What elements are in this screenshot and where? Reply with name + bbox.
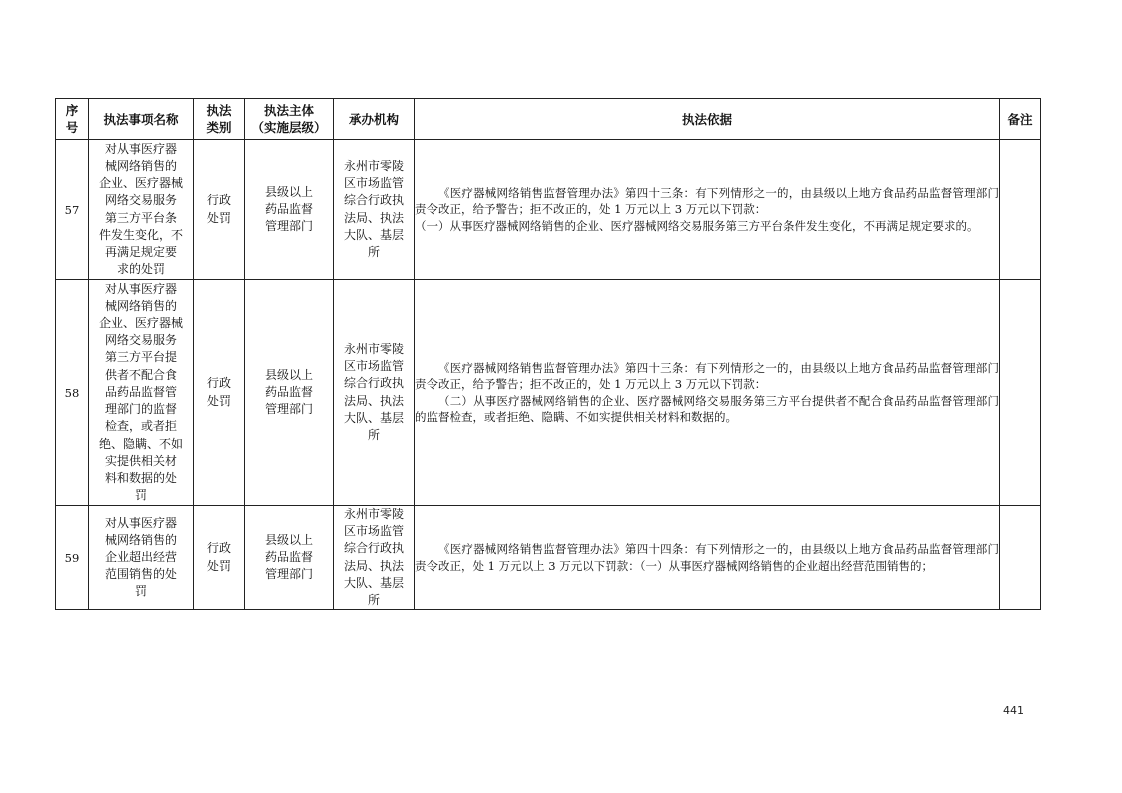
agency-cell	[334, 280, 415, 506]
category-cell	[194, 280, 245, 506]
basis-paragraph: 《医疗器械网络销售监督管理办法》第四十四条：有下列情形之一的，由县级以上地方食品药品监督管理部门责令改正，处 1 万元以上 3 万元以下罚款：（一）从事医疗器械网络销售的企业超出经营范围销售的；	[415, 542, 999, 573]
subject-cell-line: 县级以上	[264, 367, 313, 382]
basis-cell	[415, 280, 1000, 506]
table-row	[56, 280, 1041, 506]
subject-cell-line: 管理部门	[264, 219, 313, 234]
item-name-cell-line: 检查，或者拒	[104, 419, 177, 434]
subject-cell-line: 管理部门	[264, 402, 313, 417]
category-cell-line: 处罚	[206, 393, 231, 408]
header-basis-line: 执法依据	[681, 111, 732, 127]
category-cell	[194, 506, 245, 610]
item-name-cell-line: 对从事医疗器	[104, 141, 177, 156]
item-name-cell-line: 求的处罚	[116, 262, 165, 277]
agency-cell-line: 永州市零陵	[343, 158, 404, 173]
item-name-cell-line: 罚	[134, 584, 147, 599]
header-category-line: 执法	[206, 103, 232, 118]
item-name-cell-line: 实提供相关材	[104, 453, 177, 468]
item-name-cell-line: 范围销售的处	[104, 567, 177, 582]
agency-cell-line: 所	[367, 244, 380, 259]
table-body	[56, 140, 1041, 610]
remarks-cell	[1000, 140, 1041, 280]
agency-cell-line: 法局、执法	[343, 210, 404, 225]
item-name-cell-line: 械网络销售的	[104, 158, 177, 173]
basis-paragraph: （二）从事医疗器械网络销售的企业、医疗器械网络交易服务第三方平台提供者不配合食品药品监督管理部门的监督检查，或者拒绝、隐瞒、不如实提供相关材料和数据的。	[415, 393, 999, 424]
table-row	[56, 140, 1041, 280]
header-remarks	[1000, 99, 1041, 140]
item-name-cell-line: 网络交易服务	[104, 193, 177, 208]
subject-cell	[245, 140, 334, 280]
subject-cell-line: 药品监督	[264, 384, 313, 399]
header-remarks-line: 备注	[1007, 111, 1033, 127]
item-name-cell	[89, 140, 194, 280]
row-index: 58	[56, 280, 89, 506]
category-cell-line: 行政	[206, 541, 231, 556]
header-subject-line: （实施层级）	[251, 120, 327, 135]
item-name-cell	[89, 280, 194, 506]
item-name-cell-line: 绝、隐瞒、不如	[98, 436, 183, 451]
agency-cell-line: 大队、基层	[343, 575, 404, 590]
basis-cell	[415, 506, 1000, 610]
header-category-line: 类别	[206, 120, 232, 135]
item-name-cell-line: 料和数据的处	[104, 470, 177, 485]
page-number: 441	[1003, 704, 1024, 717]
enforcement-items-table	[55, 98, 1041, 610]
agency-cell-line: 综合行政执	[343, 376, 404, 391]
subject-cell-line: 县级以上	[264, 532, 313, 547]
agency-cell-line: 区市场监管	[343, 176, 404, 191]
header-item-name-line: 执法事项名称	[103, 111, 179, 127]
item-name-cell-line: 罚	[134, 488, 147, 503]
item-name-cell	[89, 506, 194, 610]
item-name-cell-line: 械网络销售的	[104, 298, 177, 313]
category-cell-line: 行政	[206, 376, 231, 391]
category-cell-line: 行政	[206, 193, 231, 208]
remarks-cell	[1000, 280, 1041, 506]
category-cell-line: 处罚	[206, 210, 231, 225]
agency-cell-line: 永州市零陵	[343, 341, 404, 356]
agency-cell	[334, 140, 415, 280]
header-item-name	[89, 99, 194, 140]
header-index-line: 号	[65, 120, 79, 135]
agency-cell-line: 大队、基层	[343, 227, 404, 242]
item-name-cell-line: 第三方平台提	[104, 350, 177, 365]
agency-cell-line: 综合行政执	[343, 541, 404, 556]
table-row	[56, 506, 1041, 610]
header-subject	[245, 99, 334, 140]
item-name-cell-line: 再满足规定要	[104, 244, 177, 259]
item-name-cell-line: 企业、医疗器械	[98, 316, 183, 331]
header-subject-line: 执法主体	[263, 103, 314, 118]
agency-cell-line: 大队、基层	[343, 410, 404, 425]
basis-paragraph: 《医疗器械网络销售监督管理办法》第四十三条：有下列情形之一的，由县级以上地方食品药品监督管理部门责令改正，给予警告；拒不改正的，处 1 万元以上 3 万元以下罚款：	[415, 360, 999, 391]
item-name-cell-line: 对从事医疗器	[104, 281, 177, 296]
subject-cell-line: 县级以上	[264, 184, 313, 199]
header-agency	[334, 99, 415, 140]
agency-cell-line: 区市场监管	[343, 359, 404, 374]
item-name-cell-line: 企业超出经营	[104, 550, 177, 564]
agency-cell-line: 永州市零陵	[343, 507, 404, 521]
subject-cell-line: 药品监督	[264, 550, 313, 564]
subject-cell	[245, 506, 334, 610]
subject-cell-line: 管理部门	[264, 567, 313, 582]
agency-cell-line: 所	[367, 593, 380, 608]
item-name-cell-line: 理部门的监督	[104, 402, 177, 417]
basis-paragraph: 《医疗器械网络销售监督管理办法》第四十三条：有下列情形之一的，由县级以上地方食品药品监督管理部门责令改正，给予警告；拒不改正的，处 1 万元以上 3 万元以下罚款：	[415, 185, 999, 217]
agency-cell-line: 法局、执法	[343, 558, 404, 573]
item-name-cell-line: 企业、医疗器械	[98, 176, 183, 191]
agency-cell-line: 综合行政执	[343, 193, 404, 208]
item-name-cell-line: 对从事医疗器	[104, 515, 177, 530]
agency-cell	[334, 506, 415, 610]
header-agency-line: 承办机构	[348, 111, 399, 127]
item-name-cell-line: 件发生变化，不	[98, 227, 183, 242]
agency-cell-line: 所	[367, 427, 380, 442]
agency-cell-line: 区市场监管	[343, 524, 404, 539]
item-name-cell-line: 品药品监督管	[104, 384, 177, 399]
item-name-cell-line: 供者不配合食	[104, 367, 177, 382]
header-basis	[415, 99, 1000, 140]
category-cell	[194, 140, 245, 280]
subject-cell	[245, 280, 334, 506]
table-header-row	[56, 99, 1041, 140]
subject-cell-line: 药品监督	[264, 201, 313, 216]
category-cell-line: 处罚	[206, 558, 231, 573]
row-index: 57	[56, 140, 89, 280]
basis-paragraph: （一）从事医疗器械网络销售的企业、医疗器械网络交易服务第三方平台条件发生变化，不再满足规定要求的。	[415, 218, 979, 233]
header-index	[56, 99, 89, 140]
header-index-line: 序	[65, 103, 79, 118]
item-name-cell-line: 械网络销售的	[104, 532, 177, 547]
item-name-cell-line: 第三方平台条	[104, 210, 177, 225]
basis-cell	[415, 140, 1000, 280]
header-category	[194, 99, 245, 140]
remarks-cell	[1000, 506, 1041, 610]
agency-cell-line: 法局、执法	[343, 393, 404, 408]
item-name-cell-line: 网络交易服务	[104, 333, 177, 348]
row-index: 59	[56, 506, 89, 610]
